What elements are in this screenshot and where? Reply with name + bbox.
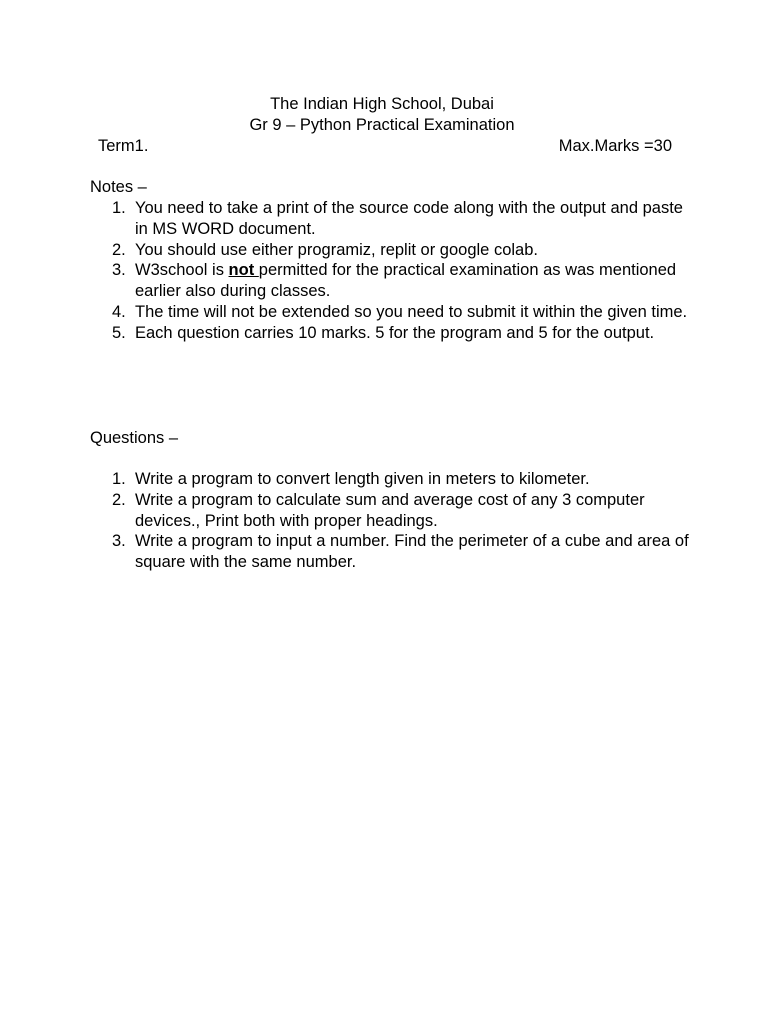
question-text: Write a program to calculate sum and average cost of any 3 computer devices., Print both with proper headings. (135, 490, 645, 530)
max-marks-label: Max.Marks =30 (558, 137, 672, 155)
notes-list (90, 198, 690, 344)
note-text: The time will not be extended so you need to submit it within the given time. (135, 302, 688, 321)
list-number: 4. (112, 302, 126, 321)
list-item (90, 531, 690, 573)
exam-title: Gr 9 – Python Practical Examination (249, 116, 515, 134)
list-item (90, 302, 690, 323)
list-item (90, 198, 690, 240)
exam-meta-row (98, 136, 672, 157)
list-item (90, 490, 690, 532)
term-label: Term1. (98, 137, 149, 155)
note-text: Each question carries 10 marks. 5 for the program and 5 for the output. (135, 323, 655, 342)
note-emphasis: not (228, 261, 259, 280)
note-text-after: permitted for the practical examination as was mentioned earlier also during classes. (135, 261, 677, 301)
list-number: 3. (112, 261, 126, 280)
list-number: 5. (112, 323, 126, 342)
list-number: 2. (112, 490, 126, 509)
questions-heading: Questions – (90, 429, 179, 447)
list-item (90, 260, 690, 302)
list-item (90, 469, 690, 490)
list-number: 2. (112, 240, 126, 259)
notes-heading: Notes – (90, 178, 147, 196)
list-number: 1. (112, 470, 126, 488)
question-text: Write a program to convert length given in meters to kilometer. (135, 470, 590, 488)
questions-list (90, 469, 690, 573)
list-number: 3. (112, 532, 126, 551)
note-text: You need to take a print of the source code along with the output and paste in MS WORD document. (135, 199, 683, 238)
list-number: 1. (112, 199, 126, 217)
note-text: You should use either programiz, replit or google colab. (135, 240, 538, 259)
note-text-before: W3school is (135, 261, 229, 280)
question-text: Write a program to input a number. Find the perimeter of a cube and area of square with the same number. (135, 532, 689, 572)
school-name: The Indian High School, Dubai (270, 95, 494, 113)
list-item (90, 240, 690, 261)
list-item (90, 323, 690, 344)
